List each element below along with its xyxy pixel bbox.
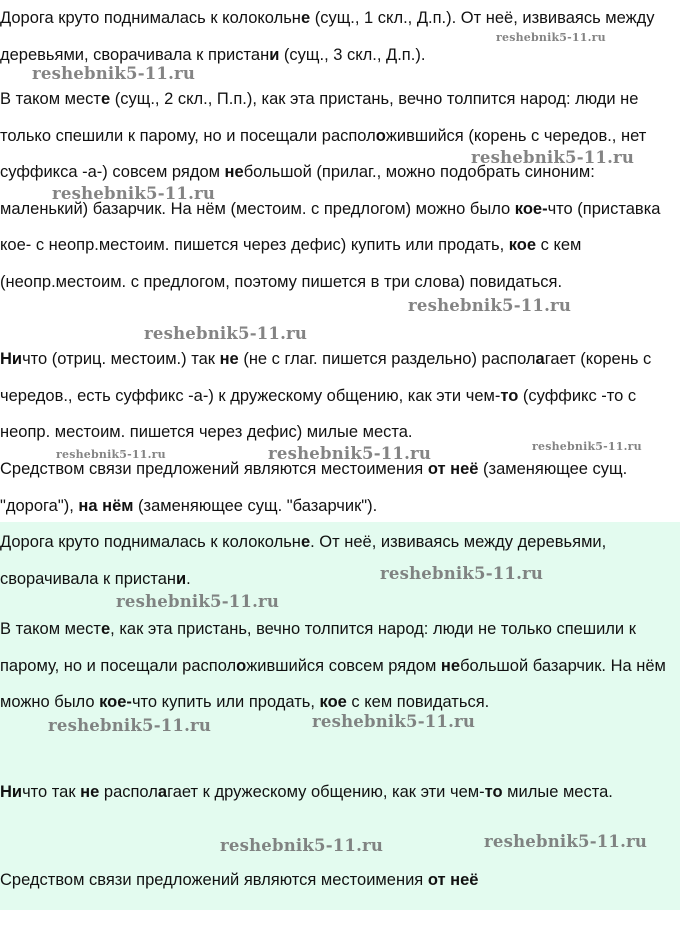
final-paragraph-1	[0, 524, 676, 597]
text-run: (заменяющее сущ. "дорога"),	[0, 460, 628, 515]
highlighted-letters: не	[80, 783, 100, 801]
explained-paragraph-2	[0, 81, 676, 300]
watermark: reshebnik5-11.ru	[116, 592, 280, 611]
highlighted-letters: а	[157, 783, 168, 801]
text-run: (не с глаг. пишется раздельно) распол	[238, 350, 536, 368]
text-run: гает к дружескому общению, как эти чем-	[167, 783, 485, 801]
text-run: что купить или продать,	[131, 693, 320, 711]
final-paragraph-2	[0, 611, 676, 721]
highlighted-letters: и	[269, 45, 280, 64]
text-run: что (отриц. местоим.) так	[22, 350, 220, 368]
watermark: reshebnik5-11.ru	[48, 716, 212, 735]
watermark: reshebnik5-11.ru	[56, 448, 166, 461]
watermark: reshebnik5-11.ru	[532, 440, 642, 453]
text-run: жившийся совсем рядом	[246, 656, 441, 675]
highlighted-letters: не	[440, 656, 461, 675]
highlighted-letters: то	[484, 783, 503, 801]
text-run: .	[186, 569, 191, 588]
watermark: reshebnik5-11.ru	[471, 148, 635, 167]
text-run: жившийся (корень с чередов., нет суффикса -а-) совсем рядом	[0, 126, 647, 181]
highlighted-letters: а	[535, 350, 545, 368]
explained-paragraph-1	[0, 0, 676, 73]
watermark: reshebnik5-11.ru	[380, 564, 544, 583]
highlighted-letters: кое	[508, 236, 537, 254]
text-run: . От неё, извиваясь между деревьями, сворачивала к пристан	[0, 533, 607, 588]
text-run: Дорога круто поднималась к колокольн	[0, 533, 301, 551]
watermark: reshebnik5-11.ru	[312, 712, 476, 731]
watermark: reshebnik5-11.ru	[484, 832, 648, 851]
text-run: гает (корень с чередов., есть суффикс -а-) к дружескому общению, как эти чем-	[0, 350, 652, 405]
text-run: , как эта пристань, вечно толпится народ: люди не только спешили к парому, но и посещали распол	[0, 620, 636, 675]
highlighted-letters: от неё	[427, 871, 479, 889]
text-run: Дорога круто поднималась к колокольн	[0, 9, 301, 27]
text-run: (суффикс -то с неопр. местоим. пишется через дефис) милые места.	[0, 386, 637, 441]
highlighted-letters: кое-	[514, 199, 548, 218]
text-run: Средством связи предложений являются местоимения	[0, 460, 428, 478]
explained-paragraph-3	[0, 341, 676, 451]
highlighted-letters: Ни	[0, 350, 23, 368]
text-run: (заменяющее сущ. "базарчик").	[133, 496, 378, 515]
text-run: милые места.	[502, 783, 613, 801]
watermark: reshebnik5-11.ru	[144, 324, 308, 343]
text-run: с кем повидаться.	[346, 693, 490, 711]
highlighted-letters: е	[300, 533, 311, 551]
final-paragraph-3	[0, 774, 676, 811]
text-run: с кем (неопр.местоим. с предлогом, поэтому пишется в три слова) повидаться.	[0, 236, 582, 291]
highlighted-letters: о	[236, 656, 247, 675]
text-run: большой (прилаг., можно подобрать синоним: маленький) базарчик. На нём (местоим. с предлогом) можно было	[0, 163, 595, 218]
text-run: (сущ., 1 скл., Д.п.). От неё, извиваясь между деревьями, сворачивала к пристан	[0, 9, 655, 64]
text-run: что так	[22, 783, 81, 801]
highlighted-letters: то	[500, 386, 519, 405]
final-text-block	[0, 522, 680, 910]
highlighted-letters: е	[300, 9, 311, 27]
watermark: reshebnik5-11.ru	[408, 296, 572, 315]
text-run: что (приставка кое- с неопр.местоим. пишется через дефис) купить или продать,	[0, 199, 661, 254]
highlighted-letters: кое-	[99, 693, 132, 711]
highlighted-letters: не	[224, 163, 244, 181]
highlighted-letters: Ни	[0, 783, 23, 801]
highlighted-letters: и	[176, 569, 187, 588]
text-run: В таком мест	[0, 620, 101, 638]
highlighted-letters: кое	[319, 693, 347, 711]
highlighted-letters: е	[100, 620, 111, 638]
text-run: В таком мест	[0, 90, 101, 108]
watermark: reshebnik5-11.ru	[496, 31, 606, 44]
text-run: (сущ., 3 скл., Д.п.).	[279, 45, 426, 64]
explained-paragraph-4	[0, 451, 676, 524]
text-run: большой базарчик. На нём можно было	[0, 656, 666, 711]
watermark: reshebnik5-11.ru	[268, 444, 432, 463]
highlighted-letters: на нём	[78, 496, 134, 515]
text-run: (сущ., 2 скл., П.п.), как эта пристань, вечно толпится народ: люди не только спешили к парому, но и посещали распол	[0, 90, 639, 145]
watermark: reshebnik5-11.ru	[52, 184, 216, 203]
text-run: распол	[99, 783, 158, 801]
highlighted-letters: о	[375, 126, 386, 145]
watermark: reshebnik5-11.ru	[32, 64, 196, 83]
final-paragraph-4	[0, 862, 676, 899]
text-run: Средством связи предложений являются местоимения	[0, 871, 428, 889]
highlighted-letters: от неё	[427, 460, 479, 478]
highlighted-letters: не	[219, 350, 239, 368]
highlighted-letters: е	[100, 90, 111, 108]
watermark: reshebnik5-11.ru	[220, 836, 384, 855]
